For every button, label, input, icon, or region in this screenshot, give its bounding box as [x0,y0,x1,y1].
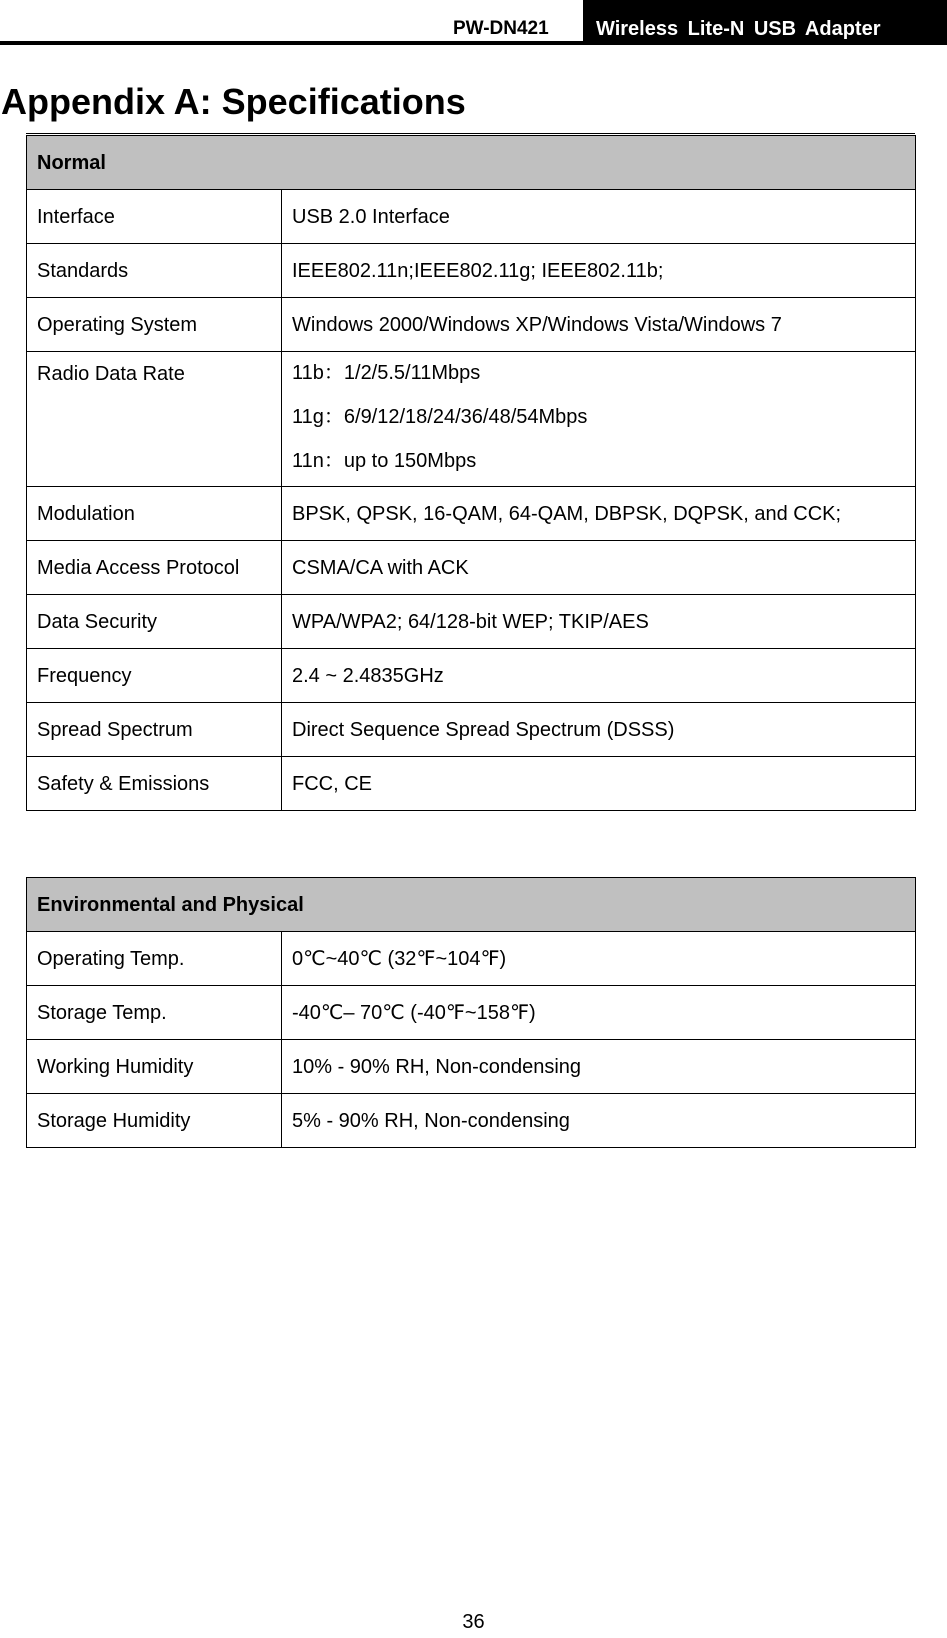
spec-value: 2.4 ~ 2.4835GHz [282,649,916,703]
page-header [0,0,947,46]
spec-label: Safety & Emissions [27,757,282,811]
table-row [27,757,916,811]
spec-label: Spread Spectrum [27,703,282,757]
table-heading-row [27,878,916,932]
header-model: PW-DN421 [453,18,549,39]
spec-label: Storage Temp. [27,986,282,1040]
table-row [27,986,916,1040]
table-row [27,703,916,757]
spec-label: Interface [27,190,282,244]
table-row [27,244,916,298]
spec-label: Radio Data Rate [27,352,282,487]
table-row [27,649,916,703]
table-row [27,190,916,244]
table-row [27,541,916,595]
rate-line: 11n：up to 150Mbps [292,450,477,472]
spec-value: BPSK, QPSK, 16-QAM, 64-QAM, DBPSK, DQPSK, and CCK; [282,487,916,541]
table-row [27,1040,916,1094]
spec-label: Data Security [27,595,282,649]
spec-value: 5% - 90% RH, Non-condensing [282,1094,916,1148]
table-heading-row [27,136,916,190]
spec-value: CSMA/CA with ACK [282,541,916,595]
spec-value: WPA/WPA2; 64/128-bit WEP; TKIP/AES [282,595,916,649]
table-top-rule [26,133,915,134]
table-row [27,352,916,487]
spec-value: -40℃– 70℃ (-40℉~158℉) [282,986,916,1040]
spec-label: Working Humidity [27,1040,282,1094]
environmental-heading: Environmental and Physical [27,878,916,932]
normal-heading: Normal [27,136,916,190]
rate-line: 11g：6/9/12/18/24/36/48/54Mbps [292,406,588,428]
spec-label: Media Access Protocol [27,541,282,595]
environmental-spec-table [26,877,916,1148]
page-number: 36 [462,1611,485,1633]
table-row [27,487,916,541]
normal-spec-table [26,135,916,811]
header-product: Wireless Lite-N USB Adapter [583,0,947,45]
spec-label: Standards [27,244,282,298]
page-title: Appendix A: Specifications [1,81,466,122]
spec-label: Operating Temp. [27,932,282,986]
spec-value: Windows 2000/Windows XP/Windows Vista/Windows 7 [282,298,916,352]
spec-value: 0℃~40℃ (32℉~104℉) [282,932,916,986]
spec-label: Operating System [27,298,282,352]
spec-value: USB 2.0 Interface [282,190,916,244]
spec-value: FCC, CE [282,757,916,811]
rate-line: 11b：1/2/5.5/11Mbps [292,362,481,384]
spec-label: Storage Humidity [27,1094,282,1148]
spec-value: IEEE802.11n;IEEE802.11g; IEEE802.11b; [282,244,916,298]
header-rule [0,41,947,45]
table-row [27,932,916,986]
spec-label: Modulation [27,487,282,541]
spec-value: 10% - 90% RH, Non-condensing [282,1040,916,1094]
spec-value-rates [282,352,916,487]
table-row [27,595,916,649]
spec-value: Direct Sequence Spread Spectrum (DSSS) [282,703,916,757]
spec-label: Frequency [27,649,282,703]
table-row [27,1094,916,1148]
table-row [27,298,916,352]
